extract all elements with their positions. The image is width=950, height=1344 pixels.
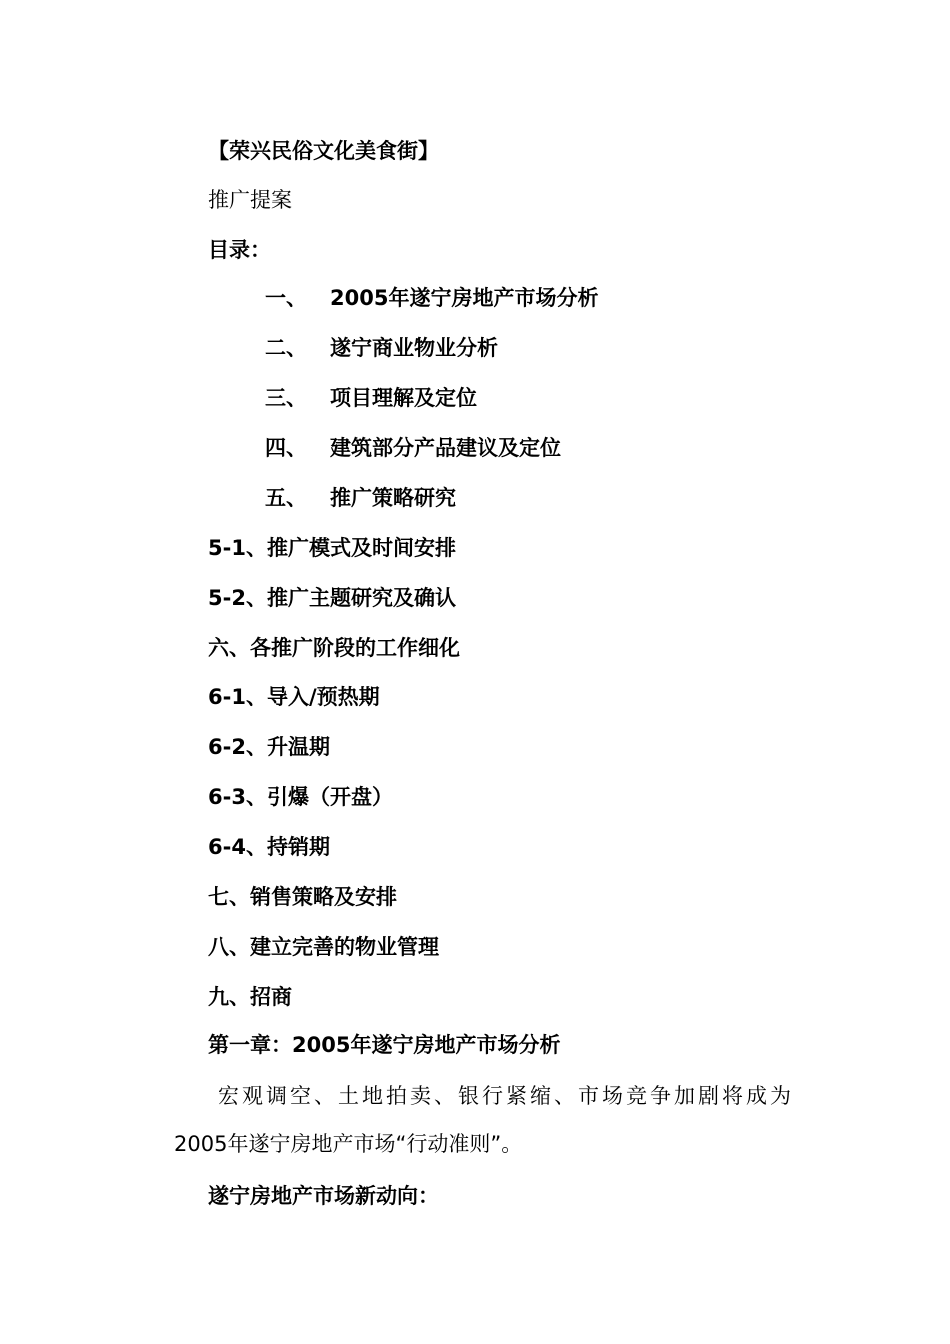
paragraph-line: 2005年遂宁房地产市场“行动准则”。	[174, 1132, 523, 1156]
toc-sub-item: 六、各推广阶段的工作细化	[208, 636, 460, 660]
toc-item-text: 项目理解及定位	[330, 386, 477, 410]
chapter-heading: 第一章：2005年遂宁房地产市场分析	[208, 1033, 561, 1057]
toc-sub-item: 6-2、升温期	[208, 735, 330, 759]
section-heading: 遂宁房地产市场新动向：	[208, 1184, 439, 1208]
toc-heading: 目录：	[208, 238, 271, 262]
toc-sub-item: 九、招商	[208, 985, 292, 1009]
toc-item-text: 推广策略研究	[330, 486, 456, 510]
toc-sub-item: 5-1、推广模式及时间安排	[208, 536, 456, 560]
toc-item-number: 三、	[265, 386, 307, 410]
toc-item-number: 四、	[265, 436, 307, 460]
toc-item-text: 建筑部分产品建议及定位	[330, 436, 561, 460]
toc-item-number: 二、	[265, 336, 307, 360]
paragraph-line: 宏观调空、土地拍卖、银行紧缩、市场竞争加剧将成为	[218, 1084, 794, 1108]
toc-sub-item: 七、销售策略及安排	[208, 885, 397, 909]
toc-item-text: 2005年遂宁房地产市场分析	[330, 286, 599, 310]
document-title: 【荣兴民俗文化美食街】	[208, 139, 439, 163]
toc-item-number: 一、	[265, 286, 307, 310]
toc-sub-item: 八、建立完善的物业管理	[208, 935, 439, 959]
toc-sub-item: 6-4、持销期	[208, 835, 330, 859]
toc-item-text: 遂宁商业物业分析	[330, 336, 498, 360]
toc-sub-item: 6-1、导入/预热期	[208, 685, 380, 709]
document-subtitle: 推广提案	[208, 188, 292, 212]
toc-item-number: 五、	[265, 486, 307, 510]
toc-sub-item: 5-2、推广主题研究及确认	[208, 586, 456, 610]
toc-sub-item: 6-3、引爆（开盘）	[208, 785, 393, 809]
